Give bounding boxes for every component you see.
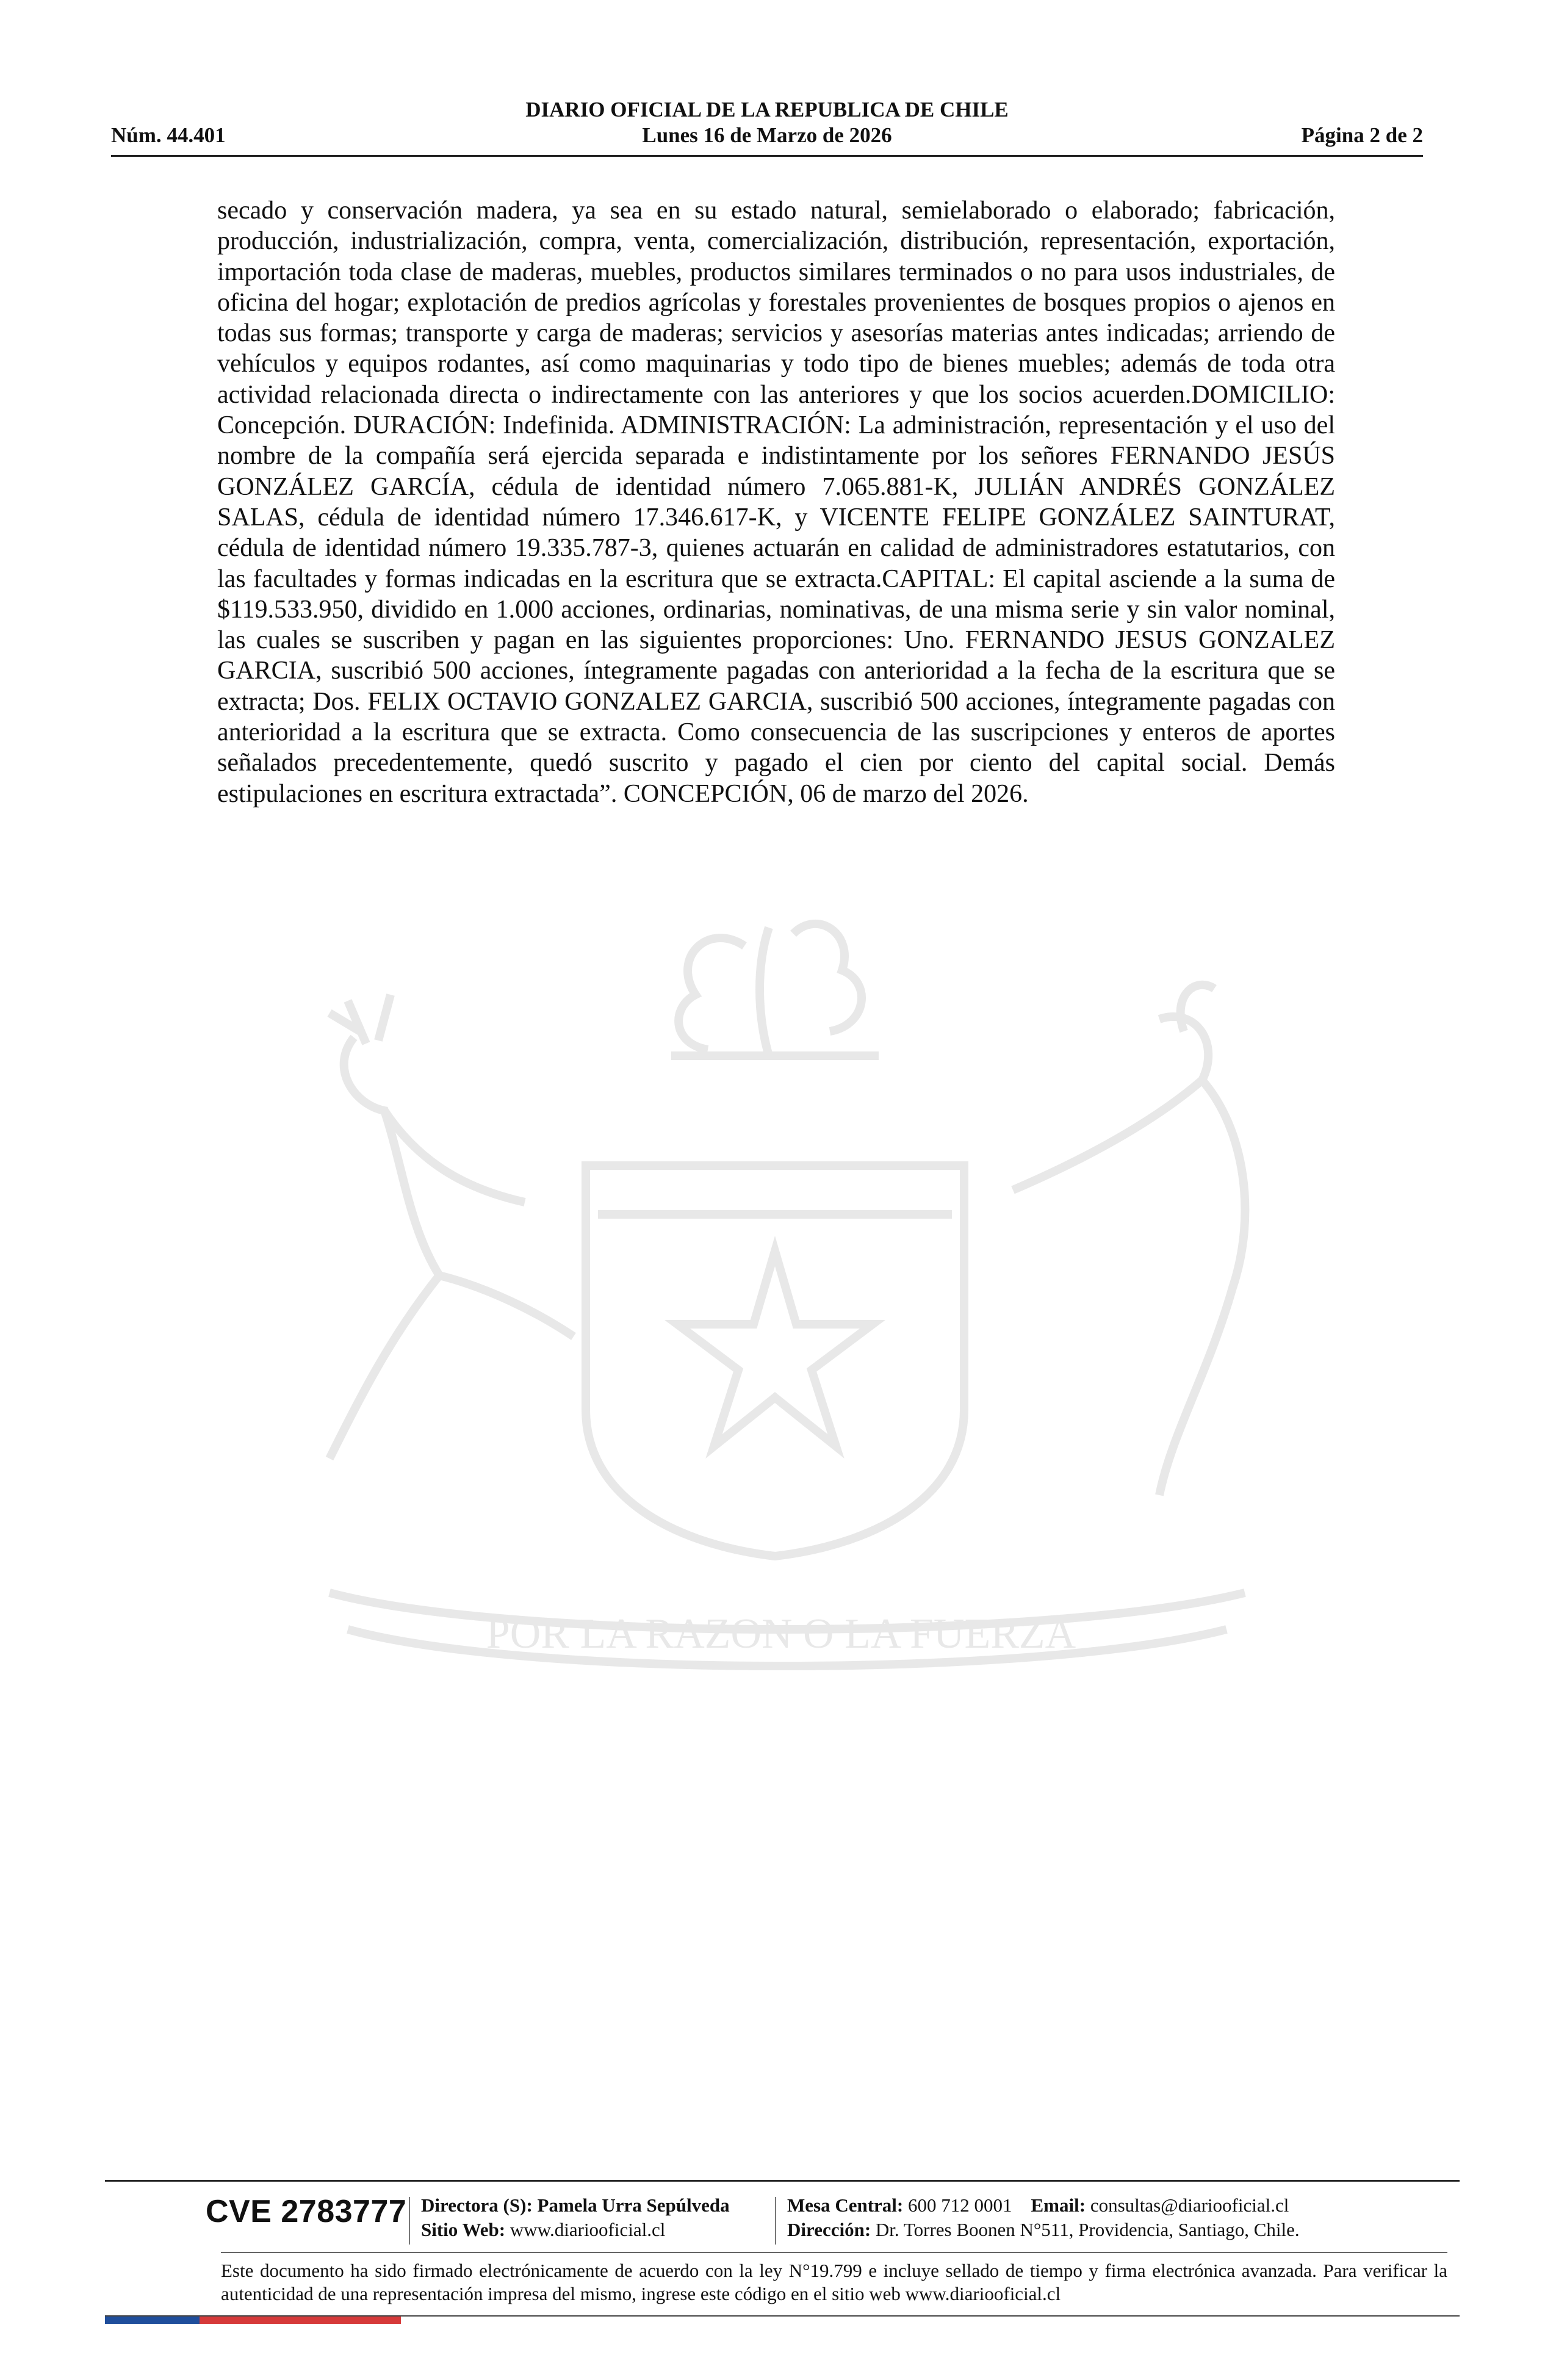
flag-stripe-red <box>200 2317 401 2324</box>
footer-contact-right <box>787 2193 1300 2242</box>
directora-label: Directora (S): <box>421 2194 533 2216</box>
flag-stripe-blue <box>105 2317 200 2324</box>
email-link[interactable]: consultas@diariooficial.cl <box>1090 2194 1289 2216</box>
header-divider <box>111 155 1423 157</box>
directora-name: Pamela Urra Sepúlveda <box>537 2194 730 2216</box>
newspaper-title: DIARIO OFICIAL DE LA REPUBLICA DE CHILE <box>525 98 1009 121</box>
footer-contact-left <box>421 2193 730 2242</box>
footer-mid-divider <box>221 2252 1447 2253</box>
extract-paragraph: secado y conservación madera, ya sea en su estado natural, semielaborado o elaborado; fabricación, producción, industrialización, compra, venta, comercialización, distribución, representación, exportación, importación toda clase de maderas, muebles, productos similares terminados o no para usos industriales, de oficina del hogar; explotación de predios agrícolas y forestales provenientes de bosques propios o ajenos en todas sus formas; transporte y carga de maderas; servicios y asesorías materias antes indicadas; arriendo de vehículos y equipos rodantes, así como maquinarias y todo tipo de bienes muebles; además de toda otra actividad relacionada directa o indirectamente con las anteriores y que los socios acuerden.DOMICILIO: Concepción. DURACIÓN: Indefinida. ADMINISTRACIÓN: La administración, representación y el uso del nombre de la compañía será ejercida separada e indistintamente por los señores FERNANDO JESÚS GONZÁLEZ GARCÍA, cédula de identidad número 7.065.881-K, JULIÁN ANDRÉS GONZÁLEZ SALAS, cédula de identidad número 17.346.617-K, y VICENTE FELIPE GONZÁLEZ SAINTURAT, cédula de identidad número 19.335.787-3, quienes actuarán en calidad de administradores estatutarios, con las facultades y formas indicadas en la escritura que se extracta.CAPITAL: El capital asciende a la suma de $119.533.950, dividido en 1.000 acciones, ordinarias, nominativas, de una misma serie y sin valor nominal, las cuales se suscriben y pagan en las siguientes proporciones: Uno. FERNANDO JESUS GONZALEZ GARCIA, suscribió 500 acciones, íntegramente pagadas con anterioridad a la fecha de la escritura que se extracta; Dos. FELIX OCTAVIO GONZALEZ GARCIA, suscribió 500 acciones, íntegramente pagadas con anterioridad a la escritura que se extracta. Como consecuencia de las suscripciones y enteros de aportes señalados precedentemente, quedó suscrito y pagado el cien por ciento del capital social. Demás estipulaciones en escritura extractada”. CONCEPCIÓN, 06 de marzo del 2026. <box>217 197 1335 808</box>
footer-separator <box>409 2197 410 2245</box>
motto-text: POR LA RAZON O LA FUERZA <box>486 1610 1076 1657</box>
sitio-web-link[interactable]: www.diariooficial.cl <box>510 2219 666 2240</box>
cve-code: CVE 2783777 <box>206 2194 407 2229</box>
mesa-label: Mesa Central: <box>787 2194 904 2216</box>
page-number: Página 2 de 2 <box>1301 123 1423 147</box>
issue-date: Lunes 16 de Marzo de 2026 <box>642 123 892 147</box>
page-header <box>111 93 1423 160</box>
direccion-label: Dirección: <box>787 2219 871 2240</box>
legal-notice: Este documento ha sido firmado electrónicamente de acuerdo con la ley N°19.799 e incluye sellado de tiempo y firma electrónica avanzada. Para verificar la autenticidad de una representación impresa del mismo, ingrese este código en el sitio web www.diariooficial.cl <box>221 2260 1447 2304</box>
direccion-value: Dr. Torres Boonen N°511, Providencia, Santiago, Chile. <box>875 2219 1300 2240</box>
footer-top-divider <box>105 2180 1460 2182</box>
footer-separator <box>775 2197 776 2245</box>
mesa-phone: 600 712 0001 <box>908 2194 1012 2216</box>
sitio-label: Sitio Web: <box>421 2219 506 2240</box>
issue-number: Núm. 44.401 <box>111 123 226 147</box>
email-label: Email: <box>1031 2194 1086 2216</box>
chilean-coat-of-arms-icon <box>207 909 1355 1715</box>
